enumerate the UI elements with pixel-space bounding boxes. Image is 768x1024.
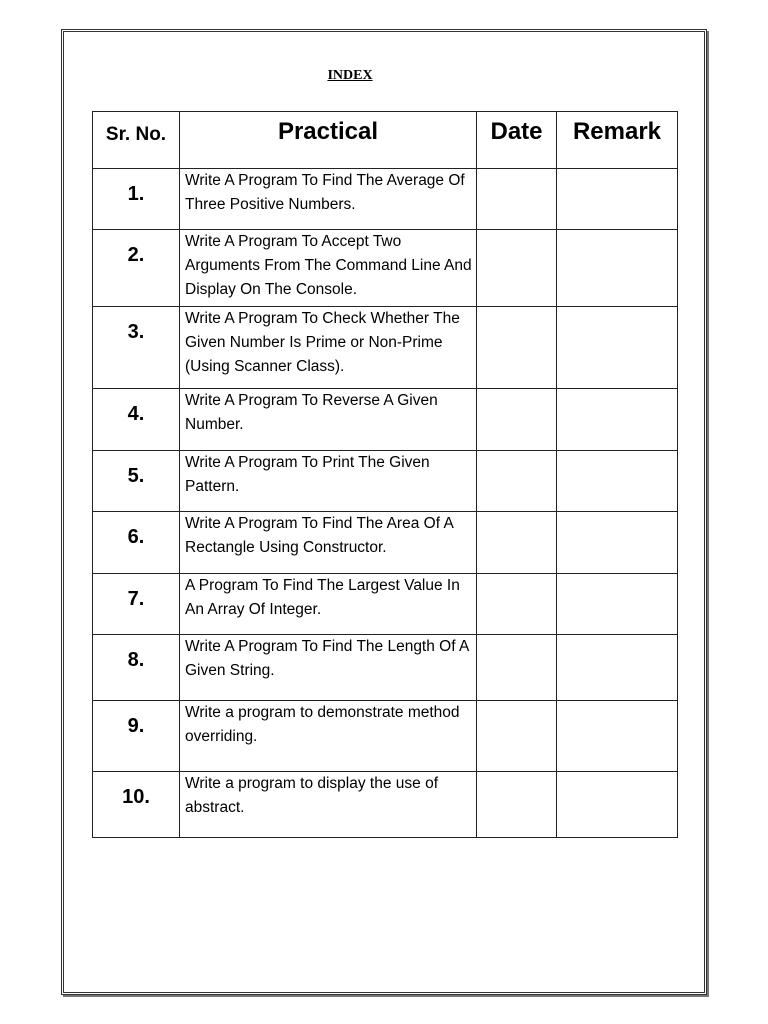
practical-cell: A Program To Find The Largest Value In An Array Of Integer. bbox=[180, 574, 477, 635]
sr-no-cell: 2. bbox=[93, 230, 180, 307]
table-row bbox=[93, 451, 678, 512]
header-remark: Remark bbox=[557, 112, 678, 169]
table-row bbox=[93, 389, 678, 451]
practical-cell: Write a program to demonstrate method overriding. bbox=[180, 701, 477, 772]
remark-cell bbox=[557, 512, 678, 574]
remark-cell bbox=[557, 389, 678, 451]
table-row bbox=[93, 230, 678, 307]
date-cell bbox=[477, 512, 557, 574]
sr-no-cell: 1. bbox=[93, 169, 180, 230]
date-cell bbox=[477, 230, 557, 307]
remark-cell bbox=[557, 307, 678, 389]
practical-cell: Write A Program To Check Whether The Given Number Is Prime or Non-Prime (Using Scanner Class). bbox=[180, 307, 477, 389]
sr-no-cell: 10. bbox=[93, 772, 180, 838]
header-row bbox=[93, 112, 678, 169]
table-row bbox=[93, 635, 678, 701]
date-cell bbox=[477, 574, 557, 635]
table-row bbox=[93, 307, 678, 389]
table-row bbox=[93, 169, 678, 230]
header-date: Date bbox=[477, 112, 557, 169]
remark-cell bbox=[557, 230, 678, 307]
sr-no-cell: 9. bbox=[93, 701, 180, 772]
remark-cell bbox=[557, 574, 678, 635]
date-cell bbox=[477, 389, 557, 451]
sr-no-cell: 5. bbox=[93, 451, 180, 512]
table-row bbox=[93, 512, 678, 574]
sr-no-cell: 4. bbox=[93, 389, 180, 451]
date-cell bbox=[477, 307, 557, 389]
practical-cell: Write A Program To Reverse A Given Number. bbox=[180, 389, 477, 451]
index-table bbox=[92, 111, 678, 838]
page-title: INDEX bbox=[327, 68, 373, 83]
practical-cell: Write A Program To Find The Average Of Three Positive Numbers. bbox=[180, 169, 477, 230]
remark-cell bbox=[557, 772, 678, 838]
practical-cell: Write A Program To Accept Two Arguments From The Command Line And Display On The Console. bbox=[180, 230, 477, 307]
sr-no-cell: 8. bbox=[93, 635, 180, 701]
remark-cell bbox=[557, 169, 678, 230]
practical-cell: Write a program to display the use of abstract. bbox=[180, 772, 477, 838]
sr-no-cell: 7. bbox=[93, 574, 180, 635]
remark-cell bbox=[557, 635, 678, 701]
sr-no-cell: 6. bbox=[93, 512, 180, 574]
table-row bbox=[93, 701, 678, 772]
date-cell bbox=[477, 635, 557, 701]
date-cell bbox=[477, 169, 557, 230]
practical-cell: Write A Program To Print The Given Pattern. bbox=[180, 451, 477, 512]
table-row bbox=[93, 772, 678, 838]
remark-cell bbox=[557, 451, 678, 512]
remark-cell bbox=[557, 701, 678, 772]
date-cell bbox=[477, 701, 557, 772]
practical-cell: Write A Program To Find The Length Of A Given String. bbox=[180, 635, 477, 701]
header-practical: Practical bbox=[180, 112, 477, 169]
header-sr-no: Sr. No. bbox=[93, 112, 180, 169]
sr-no-cell: 3. bbox=[93, 307, 180, 389]
date-cell bbox=[477, 451, 557, 512]
practical-cell: Write A Program To Find The Area Of A Rectangle Using Constructor. bbox=[180, 512, 477, 574]
table-row bbox=[93, 574, 678, 635]
date-cell bbox=[477, 772, 557, 838]
